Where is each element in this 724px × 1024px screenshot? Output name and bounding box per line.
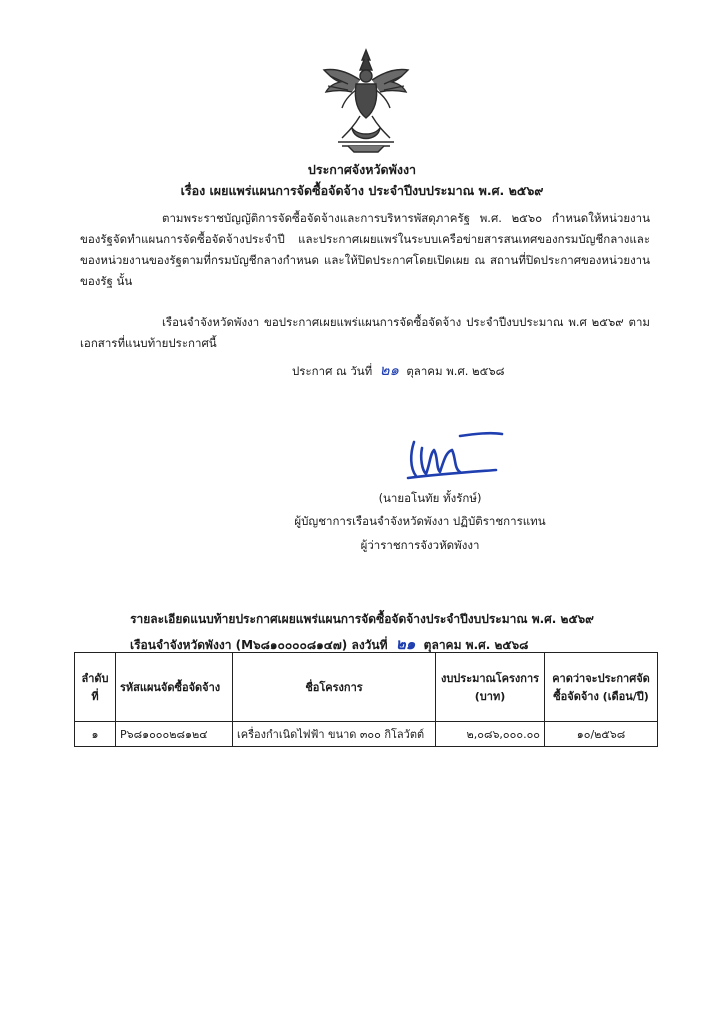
table-header-row (75, 653, 658, 722)
header-no: ลำดับที่ (75, 653, 116, 722)
cell-no: ๑ (75, 722, 116, 747)
attachment-subtitle-suffix: ตุลาคม พ.ศ. ๒๕๖๘ (423, 638, 529, 652)
handwritten-signature (400, 424, 510, 484)
signatory-position-2: ผู้ว่าราชการจังวหัดพังงา (360, 538, 480, 552)
body-paragraph-2-text: เรือนจำจังหวัดพังงา ขอประกาศเผยแพร่แผนการจัดซื้อจัดจ้าง ประจำปีงบประมาณ พ.ศ ๒๕๖๙ ตามเอกสารที่แนบท้ายประกาศนี้ (80, 315, 650, 350)
table-row (75, 722, 658, 747)
header-code: รหัสแผนจัดซื้อจัดจ้าง (116, 653, 233, 722)
attachment-subtitle-prefix: เรือนจำจังหวัดพังงา (M๖๘๑๐๐๐๐๘๑๔๗) ลงวันที่ (130, 638, 388, 652)
date-day-handwritten: ๒๑ (379, 361, 399, 379)
announcement-date (292, 358, 505, 382)
header-project: ชื่อโครงการ (233, 653, 436, 722)
header-expected: คาดว่าจะประกาศจัดซื้อจัดจ้าง (เดือน/ปี) (545, 653, 658, 722)
body-paragraph-1 (80, 208, 650, 292)
signatory-position-1: ผู้บัญชาการเรือนจำจังหวัดพังงา ปฏิบัติราชการแทน (294, 514, 546, 528)
garuda-emblem-icon (318, 46, 414, 154)
body-paragraph-1-text: ตามพระราชบัญญัติการจัดซื้อจัดจ้างและการบริหารพัสดุภาครัฐ พ.ศ. ๒๕๖๐ กำหนดให้หน่วยงานของรัฐจัดทำแผนการจัดซื้อจัดจ้างประจำปี และประกาศเผยแพร่ในระบบเครือข่ายสารสนเทศของกรมบัญชีกลางและของหน่วยงานของรัฐตามที่กรมบัญชีกลางกำหนด และให้ปิดประกาศโดยเปิดเผย ณ สถานที่ปิดประกาศของหน่วยงานของรัฐ นั้น (80, 211, 650, 288)
date-rest: ตุลาคม พ.ศ. ๒๕๖๘ (406, 364, 505, 378)
signatory-name: (นายอโนทัย ทั้งรักษ์) (378, 491, 482, 505)
cell-code: P๖๘๑๐๐๐๒๘๑๒๔ (116, 722, 233, 747)
attachment-title: รายละเอียดแนบท้ายประกาศเผยแพร่แผนการจัดซื้อจัดจ้างประจำปีงบประมาณ พ.ศ. ๒๕๖๙ (130, 612, 594, 626)
cell-expected: ๑๐/๒๕๖๘ (545, 722, 658, 747)
header-budget: งบประมาณโครงการ (บาท) (436, 653, 545, 722)
announcement-subject: เรื่อง เผยแพร่แผนการจัดซื้อจัดจ้าง ประจำปีงบประมาณ พ.ศ. ๒๕๖๙ (180, 183, 544, 198)
date-prefix: ประกาศ ณ วันที่ (292, 364, 373, 378)
body-paragraph-2 (80, 312, 650, 354)
attachment-day-handwritten: ๒๑ (395, 635, 416, 653)
cell-budget: ๒,๐๘๖,๐๐๐.๐๐ (436, 722, 545, 747)
cell-project: เครื่องกำเนิดไฟฟ้า ขนาด ๓๐๐ กิโลวัตต์ (233, 722, 436, 747)
announcement-title: ประกาศจังหวัดพังงา (307, 162, 417, 177)
procurement-plan-table (74, 652, 658, 747)
